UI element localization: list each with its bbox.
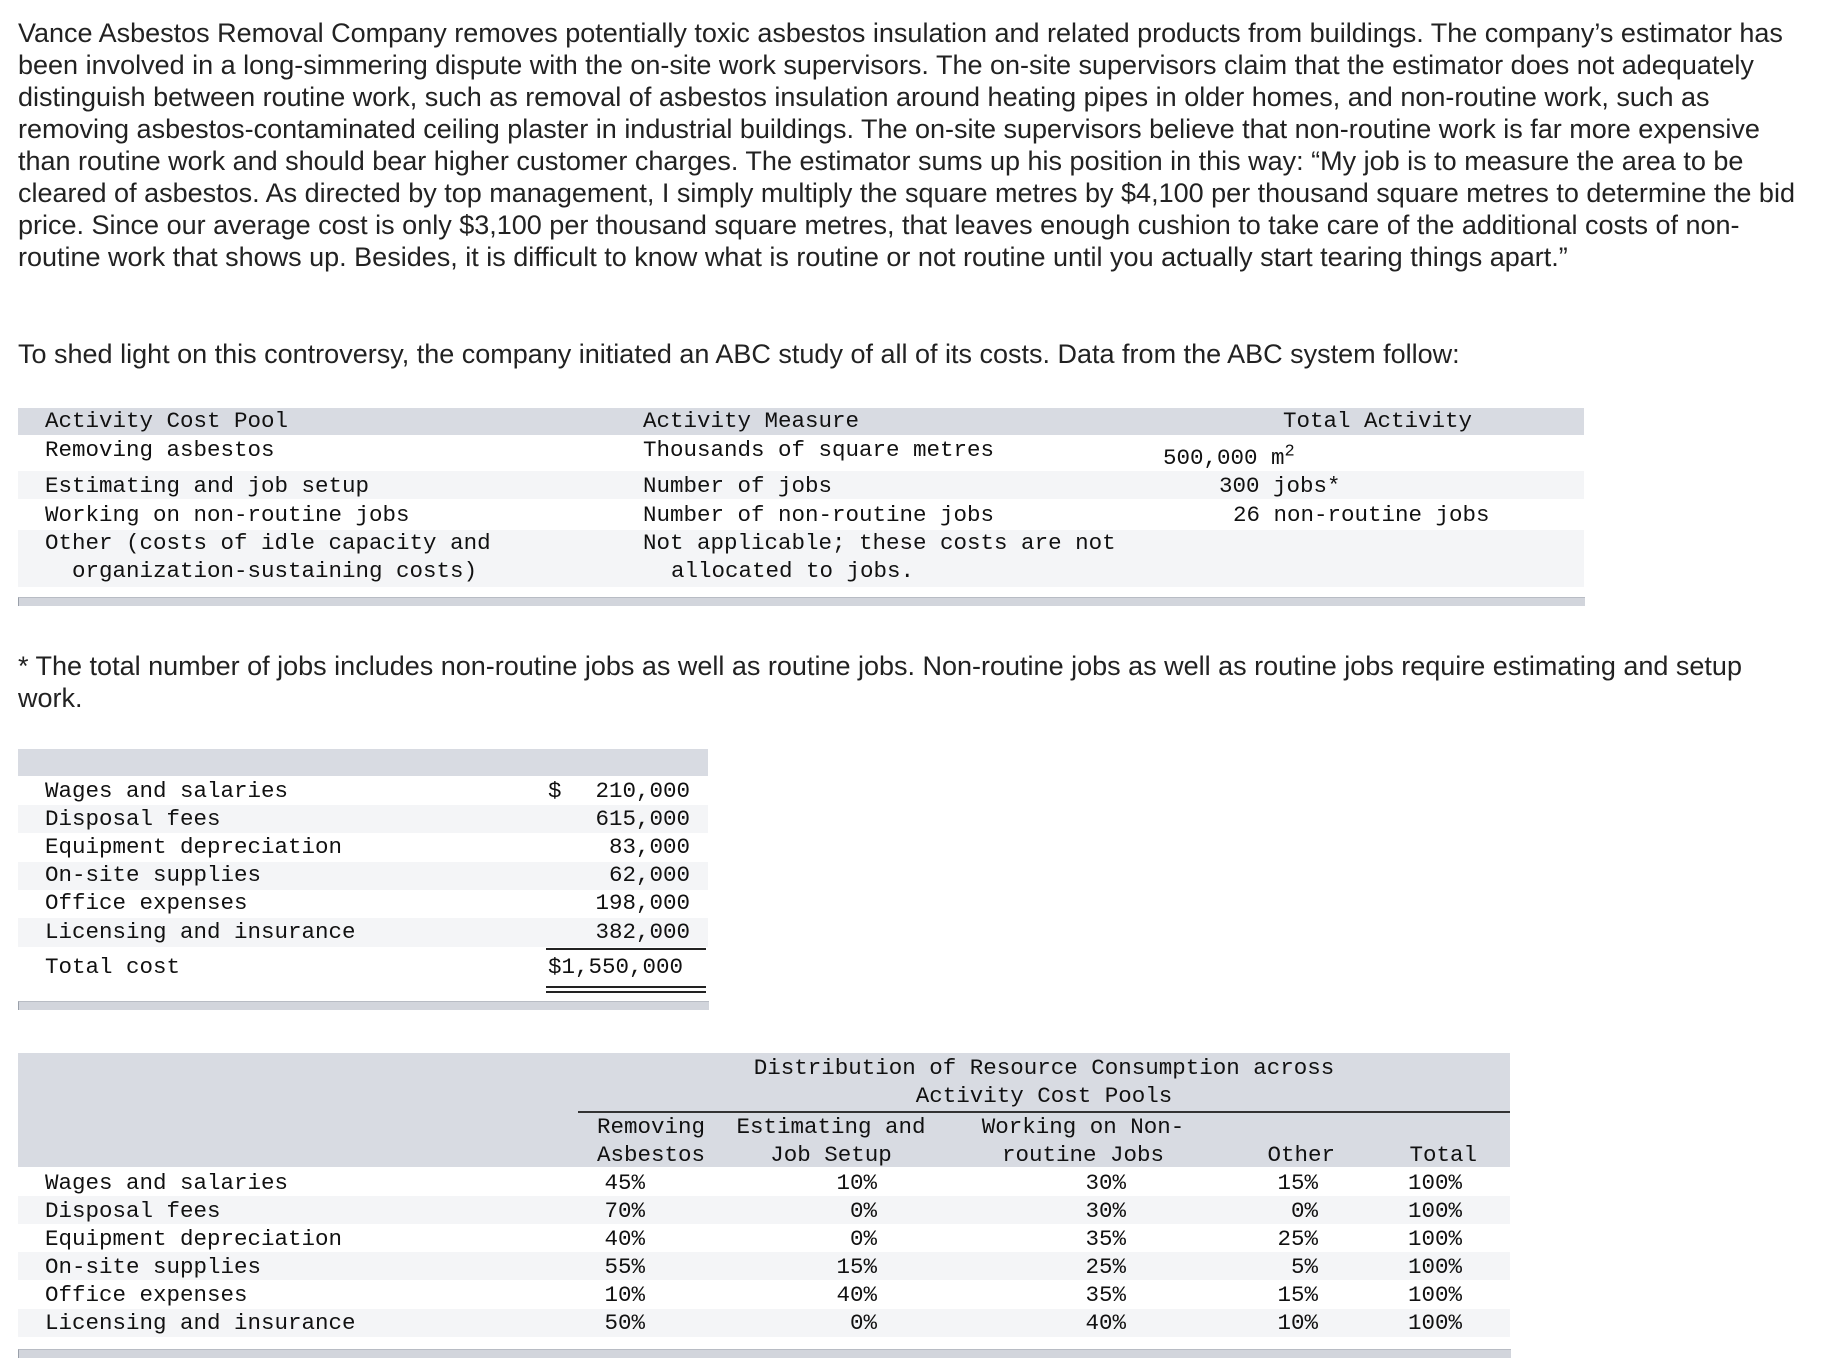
- cost-currency-symbol: $: [548, 778, 562, 804]
- distribution-percent-cell: 40%: [1085, 1310, 1126, 1336]
- column-header-total: Total: [1409, 1142, 1477, 1168]
- activity-pool-cell-cont: organization-sustaining costs): [72, 558, 478, 584]
- activity-pool-cell: Other (costs of idle capacity and: [45, 530, 491, 556]
- column-header-removing-asbestos: Asbestos: [596, 1142, 706, 1168]
- intro-paragraph: Vance Asbestos Removal Company removes potentially toxic asbestos insulation and related products from buildings. The company’s estimator has been involved in a long-simmering dispute with the on-site work supervisors. The on-site supervisors claim that the estimator does not adequately distinguish between routine work, such as removal of asbestos insulation around heating pipes in older homes, and non-routine work, such as removing asbestos-contaminated ceiling plaster in industrial buildings. The on-site supervisors believe that non-routine work is far more expensive than routine work and should bear higher customer charges. The estimator sums up his position in this way: “My job is to measure the area to be cleared of asbestos. As directed by top management, I simply multiply the square metres by $4,100 per thousand square metres to determine the bid price. Since our average cost is only $3,100 per thousand square metres, that leaves enough cushion to take care of the additional costs of non-routine work that shows up. Besides, it is difficult to know what is routine or not routine until you actually start tearing things apart.”: [18, 18, 1795, 272]
- distribution-table-end-bar: [18, 1349, 1511, 1358]
- distribution-row-label: Licensing and insurance: [45, 1310, 356, 1336]
- cost-label-cell: Licensing and insurance: [45, 919, 356, 945]
- distribution-percent-cell: 30%: [1085, 1170, 1126, 1196]
- distribution-percent-cell: 45%: [604, 1170, 645, 1196]
- distribution-percent-cell: 100%: [1407, 1254, 1462, 1280]
- activity-measure-cell: Number of non-routine jobs: [643, 502, 995, 528]
- activity-measure-cell: Number of jobs: [643, 473, 833, 499]
- activity-header-measure: Activity Measure: [643, 408, 860, 434]
- cost-total-label: Total cost: [45, 954, 181, 980]
- cost-label-cell: On-site supplies: [45, 862, 262, 888]
- distribution-row-label: On-site supplies: [45, 1254, 262, 1280]
- distribution-percent-cell: 0%: [1290, 1198, 1318, 1224]
- cost-label-cell: Equipment depreciation: [45, 834, 343, 860]
- cost-amount-cell: 62,000: [608, 862, 690, 888]
- distribution-percent-cell: 35%: [1085, 1226, 1126, 1252]
- activity-measure-cell: Thousands of square metres: [643, 437, 995, 463]
- cost-amount-cell: 615,000: [595, 806, 690, 832]
- distribution-percent-cell: 40%: [604, 1226, 645, 1252]
- column-header-other: Other: [1267, 1142, 1335, 1168]
- distribution-percent-cell: 15%: [1277, 1282, 1318, 1308]
- distribution-percent-cell: 55%: [604, 1254, 645, 1280]
- distribution-percent-cell: 30%: [1085, 1198, 1126, 1224]
- column-header-non-routine: routine Jobs: [1001, 1142, 1165, 1168]
- distribution-percent-cell: 25%: [1277, 1226, 1318, 1252]
- cost-header-band: [18, 749, 708, 776]
- cost-label-cell: Office expenses: [45, 890, 248, 916]
- cost-label-cell: Wages and salaries: [45, 778, 289, 804]
- distribution-percent-cell: 100%: [1407, 1310, 1462, 1336]
- activity-header-total: Total Activity: [1282, 408, 1472, 434]
- footnote: * The total number of jobs includes non-routine jobs as well as routine jobs. Non-routine jobs as well as routine jobs require estimating and setup work.: [18, 651, 1742, 713]
- cost-label-cell: Disposal fees: [45, 806, 221, 832]
- cost-total-amount: $1,550,000: [548, 954, 684, 980]
- group-header-line1: Distribution of Resource Consumption across: [753, 1055, 1335, 1081]
- distribution-percent-cell: 40%: [836, 1282, 877, 1308]
- distribution-percent-cell: 100%: [1407, 1282, 1462, 1308]
- distribution-percent-cell: 10%: [1277, 1310, 1318, 1336]
- activity-total-cell: 26 non-routine jobs: [1233, 502, 1490, 528]
- column-header-removing-asbestos: Removing: [596, 1114, 706, 1140]
- cost-amount-cell: 210,000: [595, 778, 690, 804]
- column-header-non-routine: Working on Non-: [981, 1114, 1185, 1140]
- cost-table-end-bar: [18, 1001, 709, 1010]
- distribution-percent-cell: 15%: [836, 1254, 877, 1280]
- group-header-line2: Activity Cost Pools: [915, 1083, 1173, 1109]
- distribution-percent-cell: 0%: [849, 1198, 877, 1224]
- distribution-percent-cell: 10%: [604, 1282, 645, 1308]
- activity-measure-cell: Not applicable; these costs are not: [643, 530, 1116, 556]
- total-double-rule-bottom: [546, 991, 706, 993]
- distribution-percent-cell: 35%: [1085, 1282, 1126, 1308]
- activity-pool-cell: Estimating and job setup: [45, 473, 370, 499]
- activity-measure-cell-cont: allocated to jobs.: [671, 558, 915, 584]
- activity-table-end-bar: [18, 597, 1585, 606]
- distribution-percent-cell: 100%: [1407, 1226, 1462, 1252]
- activity-header-pool: Activity Cost Pool: [45, 408, 289, 434]
- distribution-percent-cell: 15%: [1277, 1170, 1318, 1196]
- total-double-rule-top: [546, 986, 706, 988]
- distribution-percent-cell: 70%: [604, 1198, 645, 1224]
- cost-amount-cell: 198,000: [595, 890, 690, 916]
- subtotal-rule: [546, 948, 706, 950]
- column-header-estimating: Job Setup: [770, 1142, 892, 1168]
- distribution-percent-cell: 10%: [836, 1170, 877, 1196]
- lead-sentence: To shed light on this controversy, the company initiated an ABC study of all of its costs. Data from the ABC system follow:: [18, 339, 1460, 369]
- distribution-row-label: Office expenses: [45, 1282, 248, 1308]
- distribution-row-label: Wages and salaries: [45, 1170, 289, 1196]
- distribution-percent-cell: 50%: [604, 1310, 645, 1336]
- activity-total-cell: 500,000 $m^2$: [1163, 442, 1295, 471]
- distribution-percent-cell: 100%: [1407, 1198, 1462, 1224]
- cost-amount-cell: 83,000: [608, 834, 690, 860]
- activity-pool-cell: Working on non-routine jobs: [45, 502, 410, 528]
- distribution-percent-cell: 5%: [1290, 1254, 1318, 1280]
- distribution-row-label: Equipment depreciation: [45, 1226, 343, 1252]
- activity-pool-cell: Removing asbestos: [45, 437, 275, 463]
- distribution-percent-cell: 0%: [849, 1310, 877, 1336]
- distribution-percent-cell: 25%: [1085, 1254, 1126, 1280]
- distribution-row-label: Disposal fees: [45, 1198, 221, 1224]
- cost-amount-cell: 382,000: [595, 919, 690, 945]
- distribution-percent-cell: 0%: [849, 1226, 877, 1252]
- activity-total-cell: 300 jobs*: [1219, 473, 1341, 499]
- column-header-estimating: Estimating and: [736, 1114, 926, 1140]
- distribution-percent-cell: 100%: [1407, 1170, 1462, 1196]
